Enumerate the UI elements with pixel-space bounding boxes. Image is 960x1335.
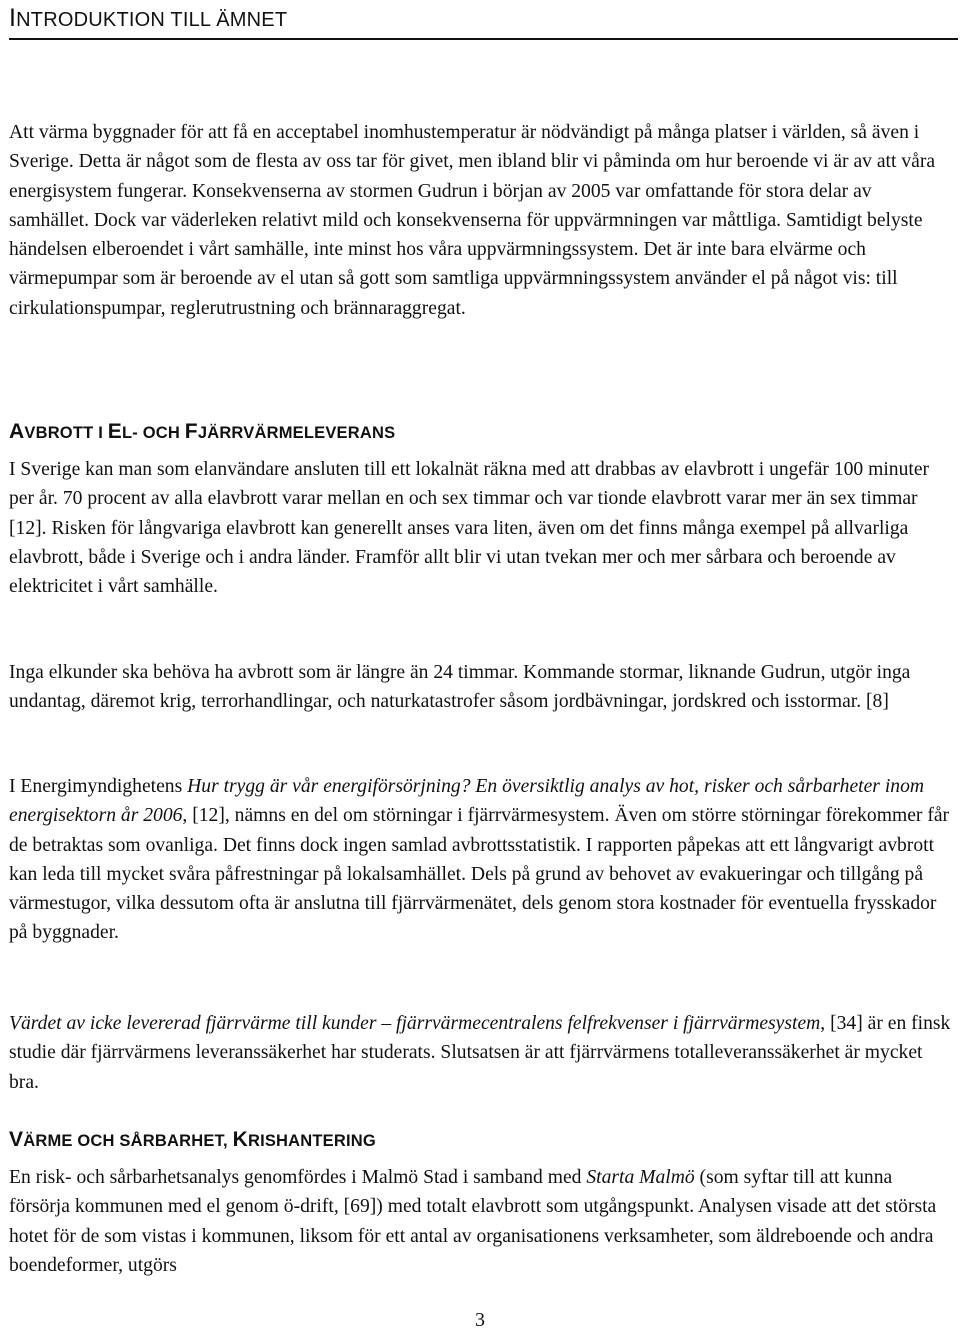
project-name: Starta Malmö [586, 1167, 695, 1188]
title-rule [9, 38, 958, 40]
section1-paragraph-3: I Energimyndighetens Hur trygg är vår energiförsörjning? En översiktlig analys av hot, risker och sårbarheter inom energisektorn år 2006, [12], nämns en del om störningar i fjärrvärmesystem. Även om större störningar förekommer får de betraktas som ovanliga. Det finns dock ingen samlad avbrottsstatistik. I rapporten påpekas att ett långvarigt avbrott kan leda till mycket svåra påfrestningar på lokalsamhället. Dels på grund av behovet av evakueringar och tillgång på värmestugor, vilka dessutom ofta är anslutna till fjärrvärmenätet, dels genom stora kostnader för eventuella frysskador på byggnader. [9, 776, 950, 944]
section-heading-avbrott: AVBROTT I EL- OCH FJÄRRVÄRMELEVERANS [9, 420, 396, 443]
section1-paragraph-1: I Sverige kan man som elanvändare ansluten till ett lokalnät räkna med att drabbas av elavbrott i ungefär 100 minuter per år. 70 procent av alla elavbrott varar mellan en och sex timmar och var tionde elavbrott varar mer än sex timmar [12]. Risken för långvariga elavbrott kan generellt anses vara liten, även om det finns många exempel på allvarliga elavbrott, både i Sverige och i andra länder. Framför allt blir vi utan tvekan mer och mer sårbara och beroende av elektricitet i vårt samhälle. [9, 459, 930, 598]
study-title: Värdet av icke levererad fjärrvärme till kunder – fjärrvärmecentralens felfrekvenser i fjärrvärmesystem [9, 1013, 821, 1034]
chapter-title [9, 2, 959, 36]
section-heading-varme: VÄRME OCH SÅRBARHET, KRISHANTERING [9, 1128, 376, 1151]
page-number: 3 [475, 1309, 485, 1331]
section2-paragraph-1: En risk- och sårbarhetsanalys genomfördes i Malmö Stad i samband med Starta Malmö (som syftar till att kunna försörja kommunen med el genom ö-drift, [69]) med totalt elavbrott som utgångspunkt. Analysen visade att det största hotet för de som vistas i kommunen, liksom för ett antal av organisationens verksamheter, som äldreboende och andra boendeformer, utgörs [9, 1167, 937, 1276]
section1-paragraph-2: Inga elkunder ska behöva ha avbrott som är längre än 24 timmar. Kommande stormar, liknande Gudrun, utgör inga undantag, däremot krig, terrorhandlingar, och naturkatastrofer såsom jordbävningar, jordskred och isstormar. [8] [9, 662, 911, 713]
section1-paragraph-4: Värdet av icke levererad fjärrvärme till kunder – fjärrvärmecentralens felfrekvenser i fjärrvärmesystem, [34] är en finsk studie där fjärrvärmens leveranssäkerhet har studerats. Slutsatsen är att fjärrvärmens totalleveranssäkerhet är mycket bra. [9, 1013, 951, 1093]
chapter-title-initial: I [9, 4, 17, 32]
intro-paragraph: Att värma byggnader för att få en acceptabel inomhustemperatur är nödvändigt på många platser i världen, så även i Sverige. Detta är något som de flesta av oss tar för givet, men ibland blir vi påminda om hur beroende vi är av att våra energisystem fungerar. Konsekvenserna av stormen Gudrun i början av 2005 var omfattande för stora delar av samhället. Dock var väderleken relativt mild och konsekvenserna för uppvärmningen var måttliga. Samtidigt belyste händelsen elberoendet i vårt samhälle, inte minst hos våra uppvärmningssystem. Det är inte bara elvärme och värmepumpar som är beroende av el utan så gott som samtliga uppvärmningssystem använder el på något vis: till cirkulationspumpar, reglerutrustning och brännaraggregat. [9, 122, 936, 319]
chapter-title-rest: NTRODUKTION TILL ÄMNET [16, 9, 288, 31]
report-title: Hur trygg är vår energiförsörjning? En översiktlig analys av hot, risker och sårbarheter inom energisektorn år 2006 [9, 776, 925, 827]
